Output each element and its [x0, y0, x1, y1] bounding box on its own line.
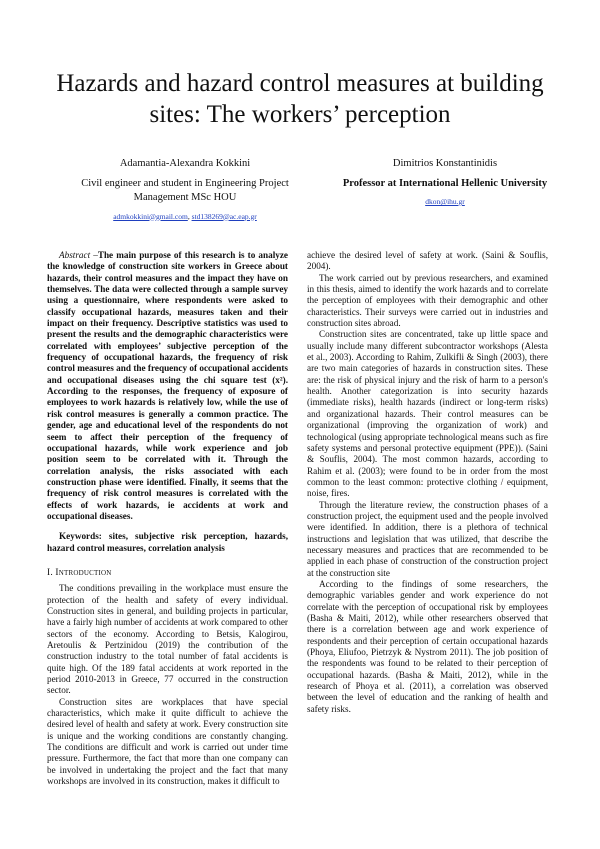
- author-emails: admkokkini@gmail.com, std138269@ac.eap.gr: [113, 211, 257, 221]
- section-title: Introduction: [55, 567, 112, 578]
- author-affiliation: Civil engineer and student in Engineering Project Management MSc HOU: [81, 177, 289, 203]
- left-column: [47, 250, 288, 787]
- paragraph: According to the findings of some researchers, the demographic variables gender and work experience do not correlate with the perception of occupational risk by employees (Basha & Maiti, 2012), while other researchers observed that there is a correlation between age and work experience of respondents and their perception of certain occupational hazards (Phoya, Eliufoo, Pietrzyk & Nystrom 2011). The job position of the respondents was found to be related to their perception of occupational hazards. (Basha & Maiti, 2012), while in the research of Phoya et al. (2011), a correlation was observed between the level of education and the ranking of health and safety risks.: [307, 578, 548, 714]
- paragraph: Construction sites are workplaces that have special characteristics, which make it quite difficult to achieve the desired level of health and safety at work. Every construction site is unique and the working conditions are constantly changing. The conditions are difficult and work is carried out under time pressure. Furthermore, the fact that more than one company can be involved in undertaking the project and the fact that many workshops are involved in its construction, makes it difficult to: [47, 696, 288, 787]
- paragraph: The conditions prevailing in the workplace must ensure the protection of the health and safety of every individual. Construction sites in general, and building projects in particular, have a fairly high number of accidents at work compared to other sectors of the economy. According to Betsis, Kalogirou, Aretoulis & Pertzinidou (2019) the contribution of the construction industry to the total number of fatal accidents is quite high. Of the 189 fatal accidents at work reported in the period 2010-2013 in Greece, 77 occurred in the construction sector.: [47, 583, 288, 696]
- author-name: Adamantia-Alexandra Kokkini: [119, 158, 251, 169]
- abstract: [47, 250, 288, 522]
- email-link[interactable]: std138269@ac.eap.gr: [191, 211, 257, 221]
- keywords: Keywords: sites, subjective risk perception, hazards, hazard control measures, correlation analysis: [47, 531, 288, 553]
- abstract-text: The main purpose of this research is to analyze the knowledge of construction site workers in Greece about hazards, their control measures and the impact they have on themselves. The data were collected through a sample survey using a questionnaire, where respondents were asked to classify occupational hazards, measures taken and their impact on their frequency. Descriptive statistics was used to present the results and the demographic characteristics were correlated with employees’ subjective perception of the frequency of occupational hazards, the frequency of risk control measures and the frequency of occupational accidents and occupational diseases using the chi square test (x²). According to the responses, the frequency of exposure of employees to work hazards is relatively low, while the use of risk control measures is generally a common practice. The gender, age and educational level of the respondents do not seem to affect their perception of the frequency of occupational hazards, while work experience and job position seem to be correlated with it. Through the correlation analysis, the risks associated with each construction phase were identified. Finally, it seems that the frequency of risk control measures is correlated with the effects of work hazards, ie accidents at work and occupational diseases.: [47, 250, 288, 521]
- paper-title: Hazards and hazard control measures at building sites: The workers’ perception: [56, 70, 544, 128]
- section-heading: [47, 568, 288, 579]
- author-affiliation: Professor at International Hellenic University: [342, 177, 548, 189]
- right-column: [307, 250, 548, 715]
- email-link[interactable]: dkon@ihu.gr: [425, 197, 465, 206]
- paragraph: Construction sites are concentrated, take up little space and usually include many different subcontractor workshops (Alesta et al., 2003). According to Rahim, Zulkifli & Singh (2003), there are two main categories of hazards in construction sites. These are: the risk of physical injury and the risk of harm to a person's health. Another categorization is into security hazards (immediate risks), health hazards (indirect or long-term risks) and organizational hazards. Their control measures can be organizational (improving the organization of work) and technological (using appropriate technological means such as fire safety systems and personal protective equipment (PPE)). (Saini & Souflis, 2004). The most common hazards, according to Rahim et al. (2003); were found to be in order from the most common to the least common: protective clothing / equipment, noise, fires.: [307, 329, 548, 499]
- author-emails: [320, 197, 570, 207]
- abstract-lead: Abstract –: [59, 250, 98, 260]
- paragraph: Through the literature review, the construction phases of a construction project, the equipment used and the people involved were identified. In addition, there is a plethora of technical instructions and legislation that was utilized, that describe the necessary measures and practices that are recommended to be applied in each phase of construction of the construction project at the construction site: [307, 499, 548, 578]
- email-link[interactable]: admkokkini@gmail.com: [113, 211, 188, 221]
- paragraph: achieve the desired level of safety at work. (Saini & Souflis, 2004).: [307, 250, 548, 272]
- author-block-1: [60, 157, 310, 222]
- section-number: I.: [47, 567, 53, 578]
- author-block-2: [320, 157, 570, 207]
- author-name: Dimitrios Konstantinidis: [392, 158, 498, 169]
- paragraph: The work carried out by previous researchers, and examined in this thesis, aimed to identify the work hazards and to correlate the perception of employees with their demographic and other characteristics. Their surveys were carried out in industries and construction sites abroad.: [307, 272, 548, 329]
